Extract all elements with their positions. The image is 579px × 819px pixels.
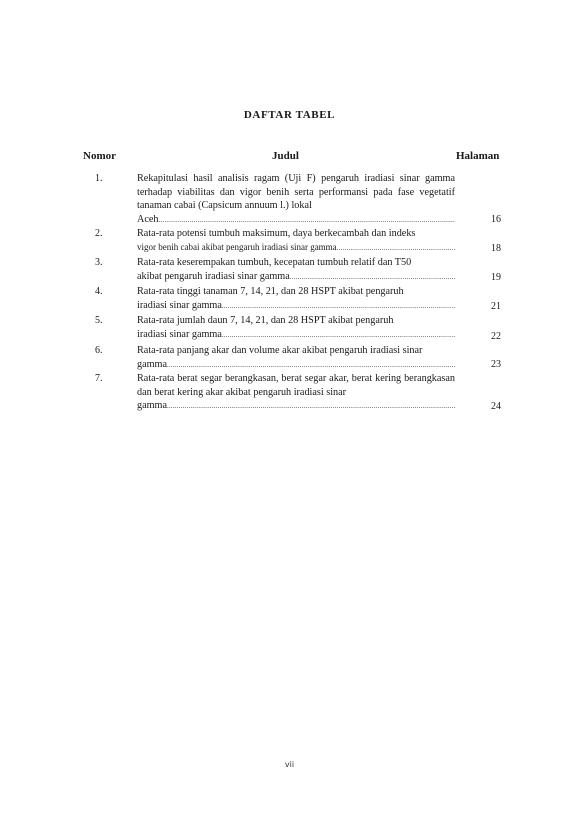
toc-entry-6 <box>0 344 579 372</box>
page-number-footer: vii <box>284 760 295 769</box>
dot-leader <box>167 359 455 373</box>
entry-title <box>137 314 455 342</box>
toc-entry-1 <box>0 172 579 227</box>
entry-page-number: 24 <box>491 401 501 412</box>
dot-leader <box>167 400 455 414</box>
entry-title-last-line: Aceh <box>137 213 159 225</box>
dot-leader <box>290 271 455 285</box>
entry-title-last-line: gamma <box>137 400 167 411</box>
entry-title-last-line: akibat pengaruh iradiasi sinar gamma <box>137 270 290 282</box>
entry-page-number: 19 <box>491 272 501 283</box>
entry-title-text: Rekapitulasi hasil analisis ragam (Uji F) pengaruh iradiasi sinar gamma terhadap viabilitas dan vigor benih serta performansi pada fase vegetatif tanaman cabai (Capsicum annuum l.) lokal <box>137 173 455 211</box>
toc-entry-2 <box>0 227 579 256</box>
entry-title-text: Rata-rata potensi tumbuh maksimum, daya berkecambah dan indeks <box>137 228 416 239</box>
entry-leader <box>137 213 455 228</box>
toc-entry-3 <box>0 256 579 285</box>
entry-title <box>137 285 455 313</box>
entry-leader <box>137 299 455 314</box>
page-title: DAFTAR TABEL <box>243 109 336 121</box>
entry-page-number: 16 <box>491 214 501 225</box>
toc-entry-5 <box>0 314 579 344</box>
entry-title <box>137 372 455 414</box>
dot-leader <box>222 300 455 314</box>
entry-title-last-line: iradiasi sinar gamma <box>137 328 222 340</box>
entry-number: 4. <box>95 286 103 297</box>
entry-page-number: 23 <box>491 359 501 370</box>
entry-page-number: 18 <box>491 243 501 254</box>
entry-number: 7. <box>95 373 103 384</box>
entry-title-last-line: iradiasi sinar gamma <box>137 299 222 311</box>
entry-title <box>137 256 455 284</box>
entry-leader <box>137 241 455 256</box>
entry-page-number: 21 <box>491 301 501 312</box>
column-header-nomor: Nomor <box>83 150 116 162</box>
entry-number: 6. <box>95 345 103 356</box>
dot-leader <box>222 329 455 343</box>
column-header-judul: Judul <box>272 150 299 162</box>
entry-title-text: Rata-rata keserempakan tumbuh, kecepatan tumbuh relatif dan T50 <box>137 257 412 268</box>
dot-leader <box>159 214 456 228</box>
entry-title <box>137 227 455 255</box>
entry-leader <box>137 328 455 343</box>
table-of-tables <box>0 172 579 414</box>
entry-number: 2. <box>95 228 103 239</box>
dot-leader <box>337 242 455 256</box>
entry-title-text: Rata-rata tinggi tanaman 7, 14, 21, dan 28 HSPT akibat pengaruh <box>137 286 404 297</box>
entry-number: 5. <box>95 315 103 326</box>
entry-title-text: Rata-rata berat segar berangkasan, berat segar akar, berat kering berangkasan dan berat kering akar akibat pengaruh iradiasi sinar <box>137 373 455 398</box>
entry-number: 3. <box>95 257 103 268</box>
entry-title-text: Rata-rata jumlah daun 7, 14, 21, dan 28 HSPT akibat pengaruh <box>137 315 394 326</box>
entry-leader <box>137 399 455 414</box>
column-header-halaman: Halaman <box>456 150 500 162</box>
entry-title <box>137 172 455 227</box>
toc-entry-7 <box>0 372 579 414</box>
entry-leader <box>137 270 455 285</box>
entry-title-text: Rata-rata panjang akar dan volume akar akibat pengaruh iradiasi sinar <box>137 345 423 356</box>
entry-number: 1. <box>95 173 103 184</box>
entry-page-number: 22 <box>491 331 501 342</box>
entry-leader <box>137 358 455 373</box>
toc-entry-4 <box>0 285 579 314</box>
entry-title-last-line: gamma <box>137 358 167 370</box>
entry-title <box>137 344 455 372</box>
entry-title-last-line: vigor benih cabai akibat pengaruh iradiasi sinar gamma <box>137 241 337 252</box>
